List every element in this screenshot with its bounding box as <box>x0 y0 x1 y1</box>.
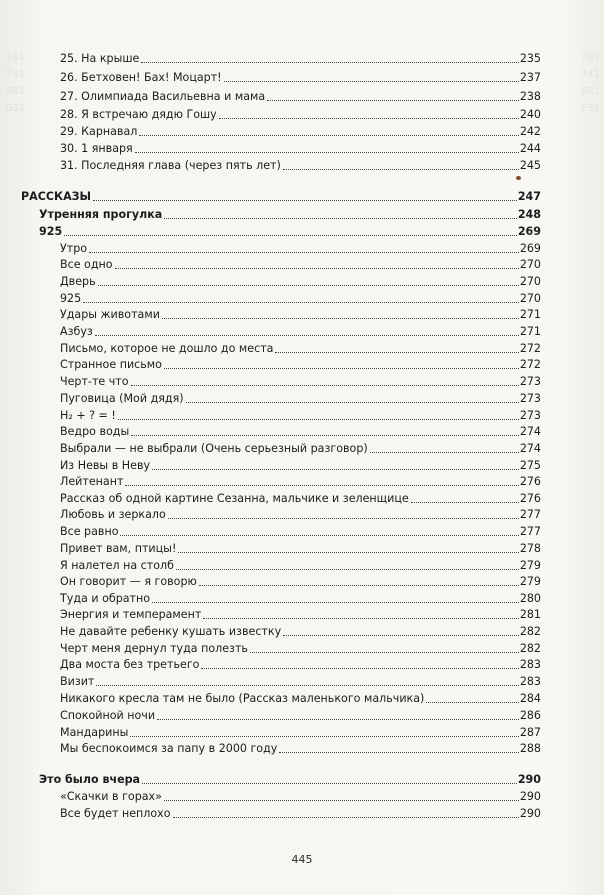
toc-entry[interactable] <box>60 505 541 522</box>
toc-leader-dots <box>83 302 519 303</box>
toc-leader-dots <box>267 100 519 101</box>
toc-entry-title: Спокойной ночи <box>60 709 156 722</box>
toc-leader-dots <box>162 318 519 319</box>
toc-entry-page: 247 <box>517 190 541 203</box>
toc-leader-dots <box>131 385 519 386</box>
toc-leader-dots <box>125 485 518 486</box>
toc-entry-page: 238 <box>519 90 541 103</box>
toc-entry[interactable] <box>60 422 541 439</box>
toc-entry-page: 277 <box>519 525 541 538</box>
toc-entry-title: 31. Последняя глава (через пять лет) <box>60 159 281 172</box>
toc-entry-title: 925 <box>60 292 82 305</box>
toc-entry-title: Утренняя прогулка <box>39 208 163 221</box>
toc-entry[interactable] <box>60 739 541 756</box>
toc-entry[interactable] <box>60 255 541 272</box>
toc-entry[interactable] <box>60 605 541 622</box>
toc-entry[interactable] <box>60 655 541 672</box>
toc-leader-dots <box>411 502 519 503</box>
toc-entry-title: Из Невы в Неву <box>60 459 151 472</box>
toc-entry-title: Выбрали — не выбрали (Очень серьезный разговор) <box>60 442 368 455</box>
toc-entry-page: 240 <box>519 108 541 121</box>
toc-entry-page: 273 <box>519 375 541 388</box>
toc-entry-title: Дверь <box>60 275 96 288</box>
toc-entry-title: Рассказ об одной картине Сезанна, мальчике и зеленщице <box>60 492 409 505</box>
toc-leader-dots <box>283 635 519 636</box>
toc-leader-dots <box>89 252 519 253</box>
toc-entry[interactable] <box>60 472 541 489</box>
toc-entry-title: Ведро воды <box>60 425 130 438</box>
toc-entry-title: Лейтенант <box>60 475 124 488</box>
toc-entry-page: 283 <box>519 658 541 671</box>
toc-entry-title: РАССКАЗЫ <box>21 190 92 203</box>
toc-entry[interactable] <box>60 289 541 306</box>
toc-entry-title: Странное письмо <box>60 358 162 371</box>
toc-leader-dots <box>224 81 519 82</box>
toc-leader-dots <box>426 702 518 703</box>
toc-entry-page: 284 <box>519 692 541 705</box>
toc-entry-title: 28. Я встречаю дядю Гошу <box>60 108 217 121</box>
toc-leader-dots <box>152 469 519 470</box>
toc-subsection-heading[interactable] <box>39 205 541 222</box>
toc-entry-title: Мандарины <box>60 726 129 739</box>
toc-entry-page: 248 <box>517 208 541 221</box>
toc-entry-page: 269 <box>517 225 541 238</box>
toc-entry[interactable] <box>60 49 541 66</box>
toc-entry-page: 270 <box>519 258 541 271</box>
toc-entry-title: Удары животами <box>60 308 160 321</box>
toc-entry[interactable] <box>60 572 541 589</box>
toc-entry[interactable] <box>60 68 541 85</box>
toc-entry[interactable] <box>60 456 541 473</box>
toc-section-heading[interactable] <box>21 187 541 204</box>
toc-entry-page: 244 <box>519 142 541 155</box>
toc-entry-title: 25. На крыше <box>60 52 140 65</box>
toc-entry-page: 286 <box>519 709 541 722</box>
toc-entry-page: 278 <box>519 542 541 555</box>
toc-entry-title: Он говорит — я говорю <box>60 575 197 588</box>
toc-entry[interactable] <box>60 372 541 389</box>
toc-entry-title: Утро <box>60 242 88 255</box>
toc-entry-page: 276 <box>519 475 541 488</box>
toc-entry-page: 290 <box>519 807 541 820</box>
toc-entry-page: 270 <box>519 292 541 305</box>
toc-leader-dots <box>131 435 519 436</box>
toc-entry[interactable] <box>60 322 541 339</box>
toc-leader-dots <box>115 268 519 269</box>
toc-leader-dots <box>279 752 518 753</box>
toc-entry[interactable] <box>60 522 541 539</box>
toc-entry[interactable] <box>60 723 541 740</box>
toc-entry-title: Азбуз <box>60 325 93 338</box>
toc-entry-page: 269 <box>519 242 541 255</box>
toc-leader-dots <box>168 518 519 519</box>
toc-entry-page: 276 <box>519 492 541 505</box>
toc-entry-page: 273 <box>519 392 541 405</box>
toc-entry-page: 275 <box>519 459 541 472</box>
toc-entry[interactable] <box>60 639 541 656</box>
bleed-through-text: 181 281 741 741 881 881 031 031 <box>6 52 600 114</box>
toc-entry-page: 237 <box>519 71 541 84</box>
toc-leader-dots <box>164 368 519 369</box>
toc-entry-title: 29. Карнавал <box>60 125 138 138</box>
toc-entry[interactable] <box>60 156 541 173</box>
toc-entry[interactable] <box>60 305 541 322</box>
toc-leader-dots <box>199 585 519 586</box>
toc-entry-title: Все равно <box>60 525 119 538</box>
toc-entry-page: 279 <box>519 575 541 588</box>
toc-leader-dots <box>139 135 518 136</box>
toc-entry-title: 30. 1 января <box>60 142 133 155</box>
toc-entry[interactable] <box>60 339 541 356</box>
toc-entry-page: 280 <box>519 592 541 605</box>
toc-entry-page: 272 <box>519 358 541 371</box>
toc-leader-dots <box>176 569 519 570</box>
toc-entry-title: Любовь и зеркало <box>60 508 166 521</box>
toc-entry-title: Привет вам, птицы! <box>60 542 177 555</box>
toc-entry-page: 288 <box>519 742 541 755</box>
toc-entry-page: 282 <box>519 642 541 655</box>
toc-entry[interactable] <box>60 272 541 289</box>
toc-leader-dots <box>201 668 518 669</box>
toc-entry[interactable] <box>60 622 541 639</box>
toc-entry-title: Черт меня дернул туда полезть <box>60 642 248 655</box>
toc-leader-dots <box>178 552 518 553</box>
toc-leader-dots <box>152 602 519 603</box>
toc-entry-title: Н₂ + ? = ! <box>60 409 116 422</box>
toc-entry-page: 271 <box>519 325 541 338</box>
toc-entry-page: 235 <box>519 52 541 65</box>
toc-entry[interactable] <box>60 672 541 689</box>
toc-entry-title: Энергия и темперамент <box>60 608 202 621</box>
toc-entry-title: Не давайте ребенку кушать известку <box>60 625 282 638</box>
toc-entry-page: 272 <box>519 342 541 355</box>
toc-leader-dots <box>130 736 518 737</box>
toc-entry-title: Черт-те что <box>60 375 129 388</box>
toc-entry-title: Туда и обратно <box>60 592 151 605</box>
toc-leader-dots <box>370 452 519 453</box>
toc-subsection-heading[interactable] <box>39 770 541 787</box>
toc-entry-title: Визит <box>60 675 95 688</box>
toc-leader-dots <box>118 419 519 420</box>
toc-leader-dots <box>157 719 519 720</box>
toc-leader-dots <box>203 618 518 619</box>
toc-leader-dots <box>120 535 518 536</box>
toc-leader-dots <box>96 685 518 686</box>
toc-entry[interactable] <box>60 804 541 821</box>
toc-entry[interactable] <box>60 122 541 139</box>
toc-leader-dots <box>95 335 519 336</box>
toc-entry[interactable] <box>60 239 541 256</box>
toc-entry-page: 277 <box>519 508 541 521</box>
toc-entry[interactable] <box>60 539 541 556</box>
toc-leader-dots <box>250 652 519 653</box>
toc-entry-page: 279 <box>519 559 541 572</box>
toc-entry[interactable] <box>60 389 541 406</box>
toc-entry[interactable] <box>60 139 541 156</box>
toc-entry-title: 27. Олимпиада Васильевна и мама <box>60 90 266 103</box>
toc-leader-dots <box>93 200 517 201</box>
toc-entry-title: Все одно <box>60 258 113 271</box>
toc-entry-page: 242 <box>519 125 541 138</box>
toc-entry[interactable] <box>60 556 541 573</box>
toc-leader-dots <box>64 235 517 236</box>
toc-entry-title: Мы беспокоимся за папу в 2000 году <box>60 742 278 755</box>
toc-entry-page: 270 <box>519 275 541 288</box>
toc-leader-dots <box>283 169 519 170</box>
toc-entry-page: 271 <box>519 308 541 321</box>
toc-entry[interactable] <box>60 689 541 706</box>
toc-entry-page: 245 <box>519 159 541 172</box>
toc-subsection-heading[interactable] <box>39 222 541 239</box>
toc-entry[interactable] <box>60 406 541 423</box>
toc-leader-dots <box>141 62 518 63</box>
toc-leader-dots <box>173 817 519 818</box>
toc-entry[interactable] <box>60 439 541 456</box>
toc-entry-title: Письмо, которое не дошло до места <box>60 342 274 355</box>
toc-entry-page: 290 <box>519 790 541 803</box>
toc-entry[interactable] <box>60 589 541 606</box>
toc-leader-dots <box>219 118 519 119</box>
toc-entry[interactable] <box>60 105 541 122</box>
toc-leader-dots <box>98 285 519 286</box>
toc-entry-title: 26. Бетховен! Бах! Моцарт! <box>60 71 222 84</box>
toc-leader-dots <box>275 352 518 353</box>
toc-leader-dots <box>186 402 519 403</box>
toc-leader-dots <box>164 800 519 801</box>
page-number: 445 <box>291 853 313 866</box>
toc-entry-page: 273 <box>519 409 541 422</box>
toc-entry-title: 925 <box>39 225 63 238</box>
toc-leader-dots <box>135 152 519 153</box>
toc-entry-title: Все будет неплохо <box>60 807 171 820</box>
toc-entry-title: Пуговица (Мой дядя) <box>60 392 184 405</box>
toc-entry-page: 287 <box>519 726 541 739</box>
toc-entry-page: 281 <box>519 608 541 621</box>
toc-entry-title: Два моста без третьего <box>60 658 200 671</box>
toc-entry[interactable] <box>60 489 541 506</box>
toc-entry-title: Никакого кресла там не было (Рассказ маленького мальчика) <box>60 692 425 705</box>
toc-entry[interactable] <box>60 355 541 372</box>
toc-entry-page: 290 <box>517 773 541 786</box>
toc-entry-title: Это было вчера <box>39 773 141 786</box>
toc-entry-page: 283 <box>519 675 541 688</box>
toc-entry-title: Я налетел на столб <box>60 559 174 572</box>
paper-speck <box>516 176 521 180</box>
toc-leader-dots <box>142 783 517 784</box>
toc-entry-page: 282 <box>519 625 541 638</box>
toc-entry[interactable] <box>60 706 541 723</box>
toc-entry-page: 274 <box>519 442 541 455</box>
toc-entry[interactable] <box>60 787 541 804</box>
toc-entry-title: «Скачки в горах» <box>60 790 162 803</box>
toc-entry-page: 274 <box>519 425 541 438</box>
toc-leader-dots <box>164 218 517 219</box>
toc-entry[interactable] <box>60 87 541 104</box>
